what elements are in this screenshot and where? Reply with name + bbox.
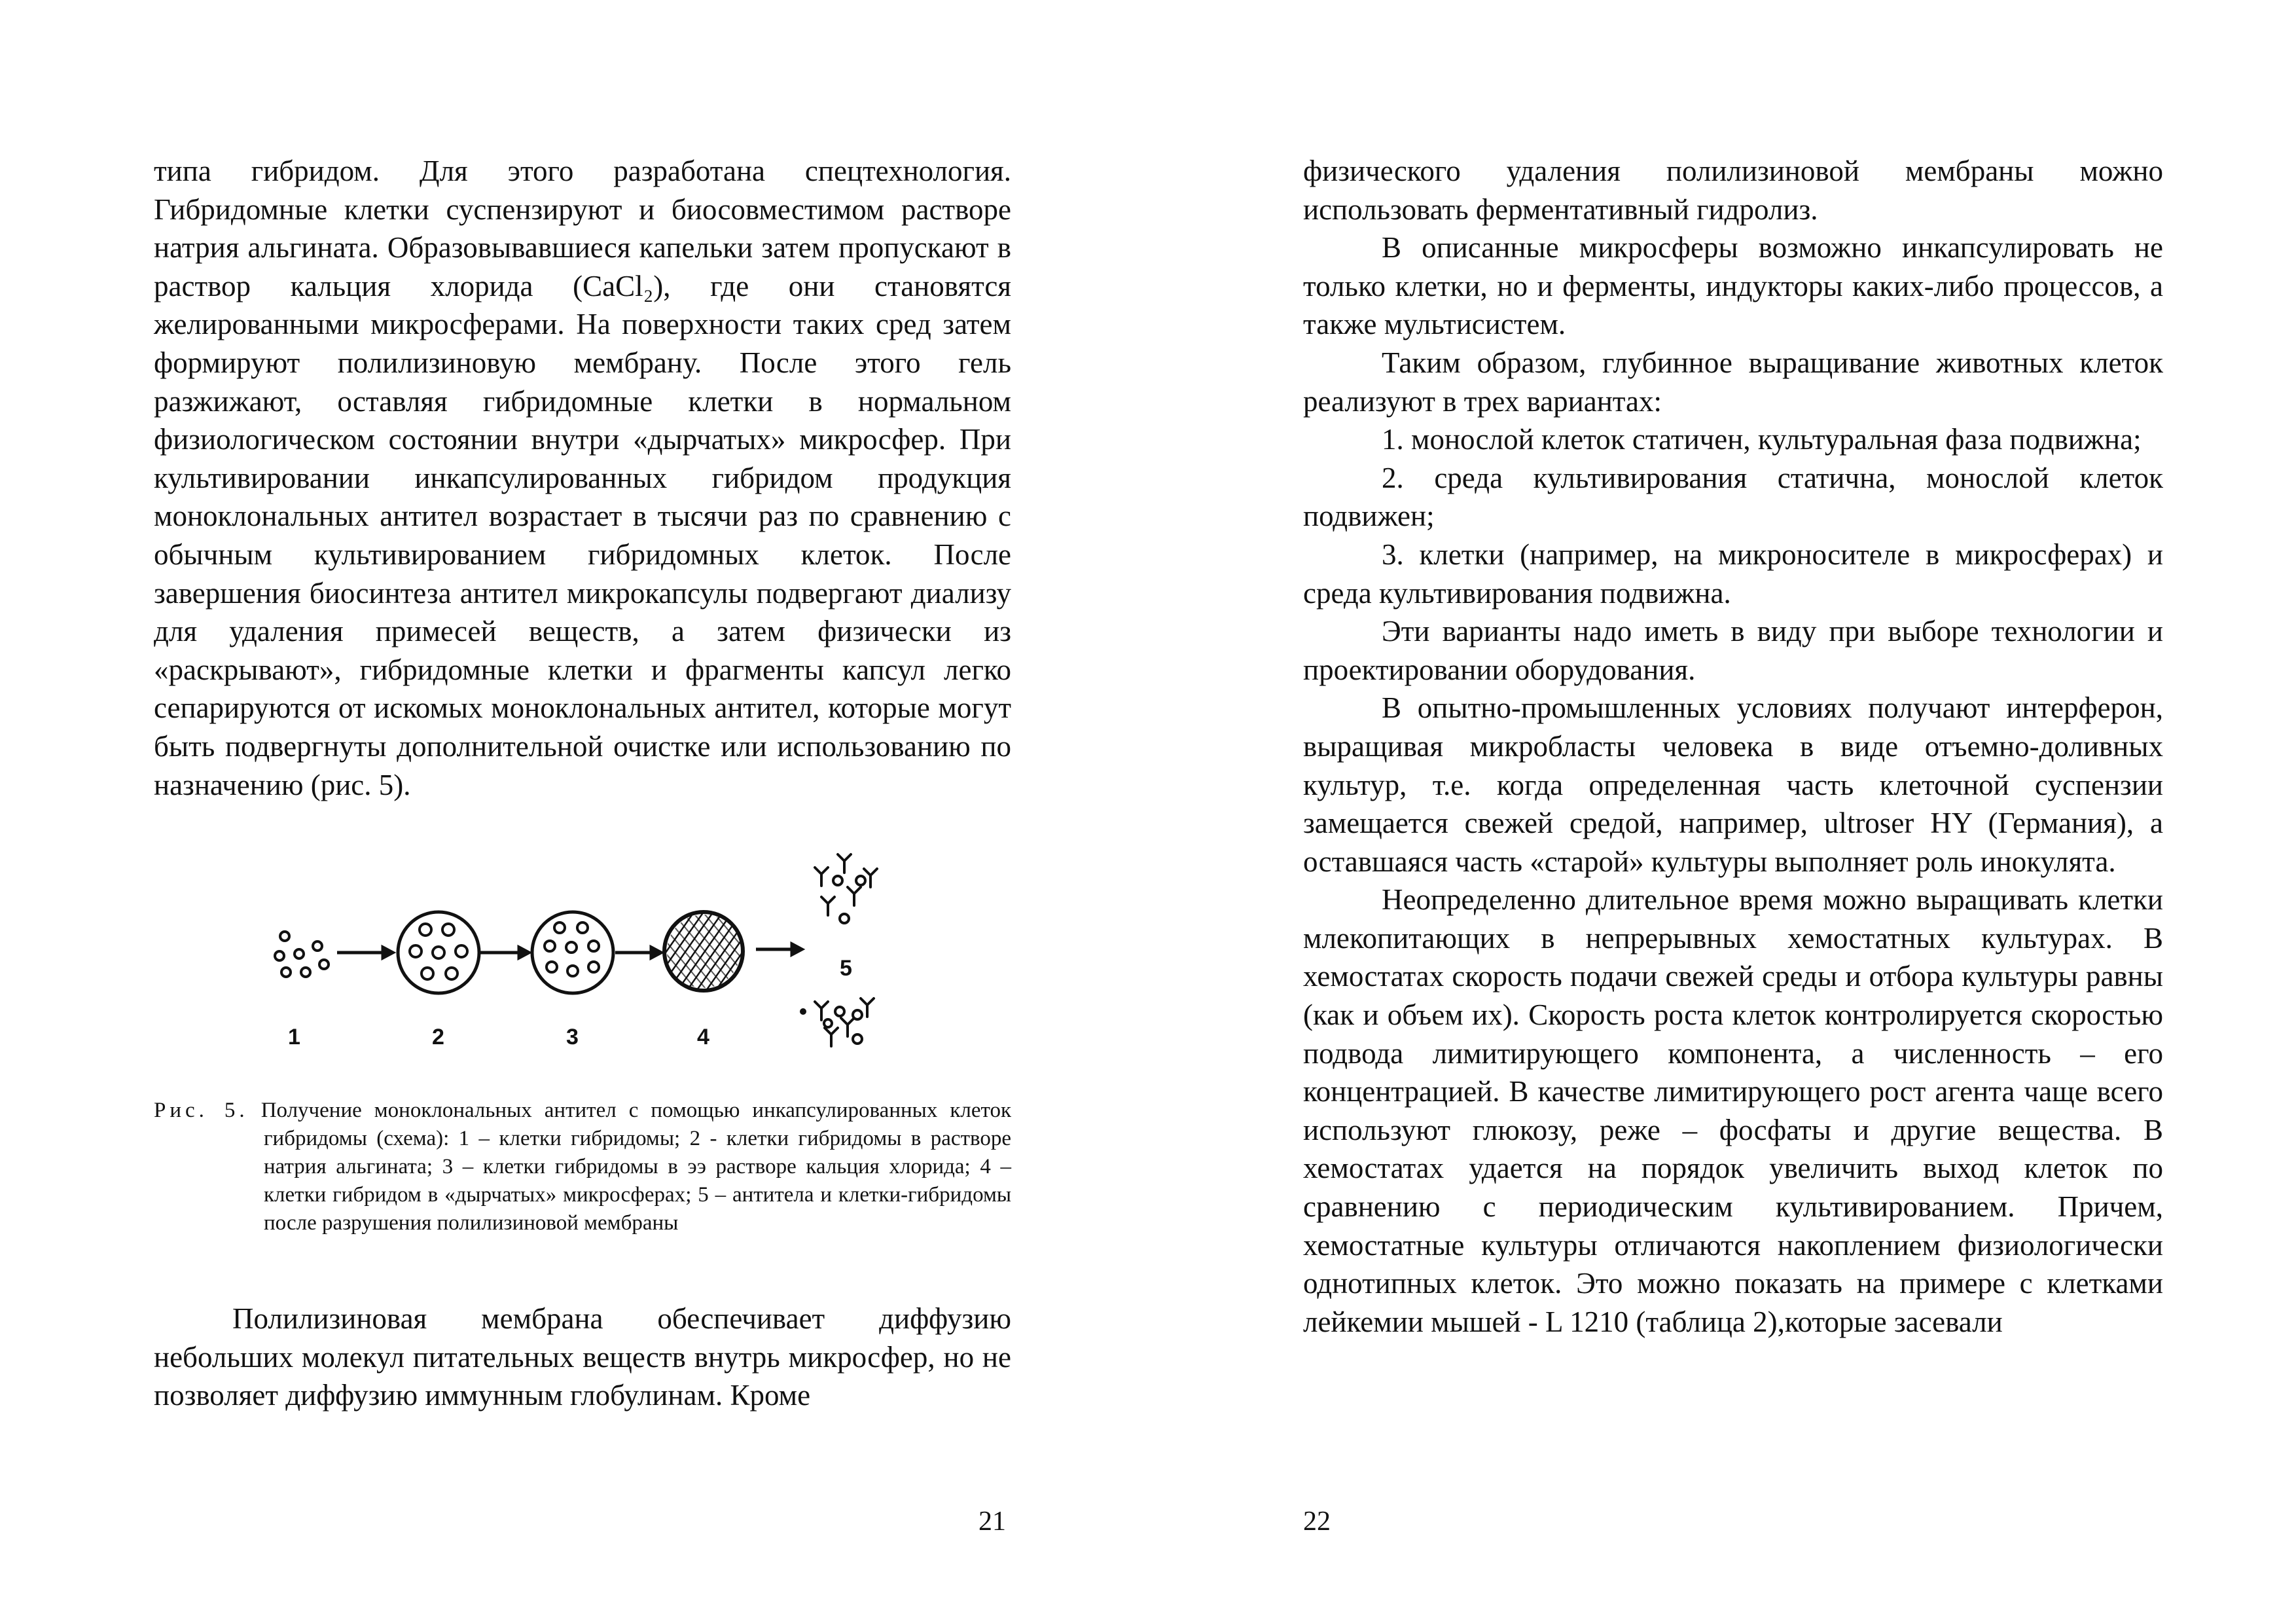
arrow-icon bbox=[337, 947, 393, 958]
figure-label-4: 4 bbox=[697, 1025, 709, 1049]
stage-1-cells bbox=[275, 932, 329, 977]
page-number-left: 21 bbox=[978, 1506, 1006, 1537]
stage-3-microsphere bbox=[532, 912, 613, 993]
right-paragraph-4: Эти варианты надо иметь в виду при выборе технологии и проектировании оборудования. bbox=[1303, 615, 2163, 686]
stage-2-microsphere bbox=[398, 912, 479, 993]
left-text-column bbox=[154, 152, 1011, 804]
arrow-icon bbox=[480, 947, 529, 958]
caption-label: Рис. 5. bbox=[154, 1099, 249, 1122]
left-bottom-text bbox=[154, 1300, 1011, 1415]
right-paragraph-2: В описанные микросферы возможно инкапсулировать не только клетки, но и ферменты, индукторы каких-либо процессов, а также мультисистем. bbox=[1303, 231, 2163, 341]
right-text-column bbox=[1303, 152, 2163, 1341]
right-paragraph-5: В опытно-промышленных условиях получают интерферон, выращивая микробласты человека в виде отъемно-доливных культур, т.е. когда определенная часть клеточной суспензии замещается свежей средой, например, ultroser HY (Германия), а оставшаяся часть «старой» культуры выполняет роль инокулята. bbox=[1303, 691, 2163, 878]
right-list-item-3: 3. клетки (например, на микроносителе в микросферах) и среда культивирования подвижна. bbox=[1303, 538, 2163, 610]
figure-label-5: 5 bbox=[840, 956, 852, 981]
figure-label-1: 1 bbox=[288, 1025, 300, 1049]
arrow-icon bbox=[615, 947, 661, 958]
right-paragraph-1: физического удаления полилизиновой мембраны можно использовать ферментативный гидролиз. bbox=[1303, 155, 2163, 226]
figure-caption bbox=[154, 1097, 1011, 1237]
figure-5 bbox=[154, 828, 1011, 1090]
page-number-right: 22 bbox=[1303, 1506, 1331, 1537]
left-paragraph-bottom: Полилизиновая мембрана обеспечивает диффузию небольших молекул питательных веществ внутрь микросфер, но не позволяет диффузию иммунным глобулинам. Кроме bbox=[154, 1302, 1011, 1412]
stage-4-porous-microsphere bbox=[664, 912, 743, 991]
arrow-icon bbox=[756, 944, 802, 955]
figure-label-3: 3 bbox=[566, 1025, 579, 1049]
right-list-item-2: 2. среда культивирования статична, монослой клеток подвижен; bbox=[1303, 461, 2163, 533]
left-paragraph-top: типа гибридом. Для этого разработана спецтехнология. Гибридомные клетки суспензируют и биосовместимом растворе натрия альгината. Образовывавшиеся капельки затем пропускают в раствор кальция хлорида (CaCl₂), где они становятся желированными микросферами. На поверхности таких сред затем формируют полилизиновую мембрану. После этого гель разжижают, оставляя гибридомные клетки в нормальном физиологическом состоянии внутри «дырчатых» микросфер. При культивировании инкапсулированных гибридом продукция моноклональных антител возрастает в тысячи раз по сравнению с обычным культивированием гибридомных клеток. После завершения биосинтеза антител микрокапсулы подвергают диализу для удаления примесей веществ, а затем физически из «раскрывают», гибридомные клетки и фрагменты капсул легко сепарируются от искомых моноклональных антител, которые могут быть подвергнуты дополнительной очистке или использованию по назначению (рис. 5). bbox=[154, 155, 1011, 801]
right-paragraph-6: Неопределенно длительное время можно выращивать клетки млекопитающих в непрерывных хемостатных культурах. В хемостатах скорость подачи свежей среды и отбора культуры равны (как и объем их). Скорость роста клеток контролируется скоростью подвода лимитирующего компонента, а численность – его концентрацией. В качестве лимитирующего рост агента чаще всего используют глюкозу, реже – фосфаты и другие вещества. В хемостатах удается на порядок увеличить выход клеток по сравнению с периодическим культивированием. Причем, хемостатные культуры отличаются накоплением физиологически однотипных клеток. Это можно показать на примере с клетками лейкемии мышей - L 1210 (таблица 2),которые засевали bbox=[1303, 883, 2163, 1338]
caption-text: Получение моноклональных антител с помощью инкапсулированных клеток гибридомы (схема): 1 – клетки гибридомы; 2 - клетки гибридомы в растворе натрия альгината; 3 – клетки гибридомы в ээ растворе кальция хлорида; 4 – клетки гибридом в «дырчатых» микросферах; 5 – антитела и клетки-гибридомы после разрушения полилизиновой мембраны bbox=[260, 1099, 1011, 1235]
right-list-item-1: 1. монослой клеток статичен, культуральная фаза подвижна; bbox=[1382, 423, 2142, 456]
figure-label-2: 2 bbox=[432, 1025, 444, 1049]
right-paragraph-3: Таким образом, глубинное выращивание животных клеток реализуют в трех вариантах: bbox=[1303, 346, 2163, 418]
stage-5-antibodies bbox=[801, 854, 877, 1046]
hybridoma-scheme-diagram bbox=[259, 848, 913, 1070]
